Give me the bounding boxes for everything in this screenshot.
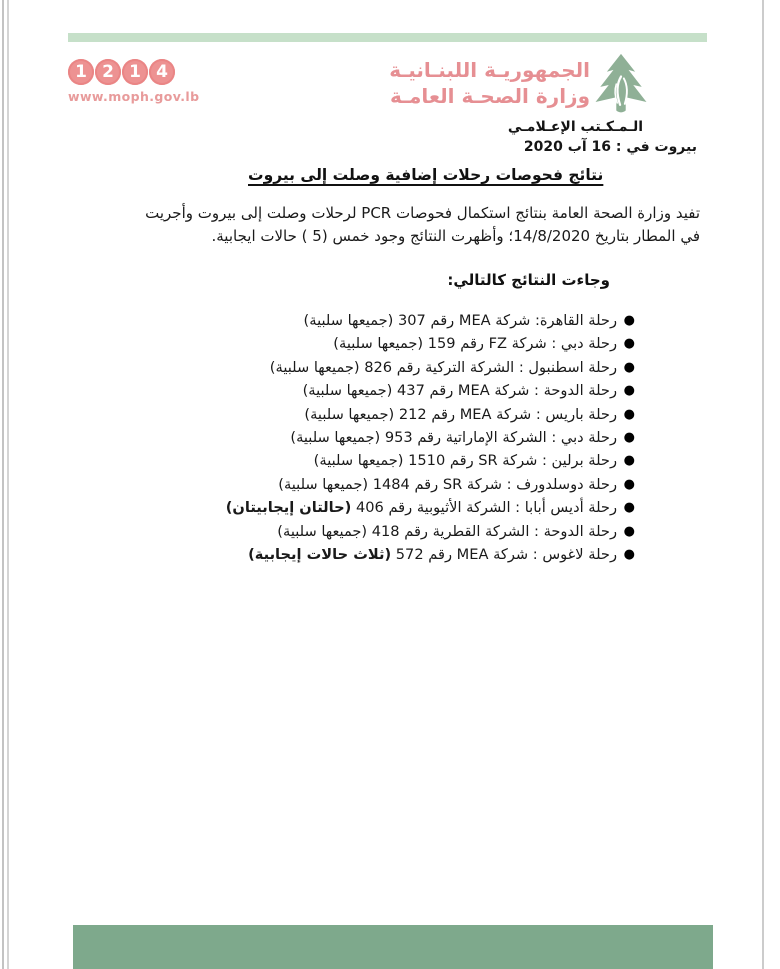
- bullet-icon: ●: [623, 430, 635, 446]
- footer-green-bar: [73, 925, 713, 969]
- flight-result-item: [226, 332, 635, 355]
- letterhead-ministry-line: وزارة الصحـة العامـة: [389, 84, 590, 108]
- flight-result-text: رحلة دبي : شركة FZ رقم 159 (جميعها سلبية): [333, 335, 617, 353]
- flight-result-highlight: (ثلاث حالات إيجابية): [248, 546, 392, 564]
- header-green-bar: [68, 33, 707, 42]
- scan-edge-left-outer: [2, 0, 4, 969]
- letterhead-ministry-name: [389, 57, 590, 109]
- flight-result-item: [226, 309, 635, 332]
- flight-result-item: [226, 496, 635, 519]
- flight-result-item: [226, 520, 635, 543]
- flight-result-highlight: (حالتان إيجابيتان): [225, 499, 352, 517]
- bullet-icon: ●: [623, 313, 635, 328]
- hotline-digit-bubble: 1: [122, 59, 148, 85]
- flight-result-text: رحلة لاغوس : شركة MEA رقم 572: [391, 546, 617, 564]
- scan-edge-left-inner: [7, 0, 9, 969]
- bullet-icon: ●: [623, 406, 635, 422]
- bullet-icon: ●: [623, 336, 635, 352]
- flight-result-item: [226, 379, 635, 402]
- intro-line-2: في المطار بتاريخ 14/8/2020؛ وأظهرت النتائج وجود خمس (5 ) حالات ايجابية.: [211, 227, 700, 245]
- hotline-1214-digits: [68, 59, 188, 85]
- flight-result-text: رحلة الدوحة : الشركة القطرية رقم 418 (جميعها سلبية): [277, 522, 617, 540]
- bullet-icon: ●: [623, 453, 635, 469]
- media-office-label: الـمـكـتب الإعـلامـي: [507, 119, 643, 135]
- results-heading: وجاءت النتائج كالتالي:: [447, 271, 610, 289]
- flights-results-list: [226, 309, 635, 566]
- letterhead-republic-line: الجمهوريـة اللبنـانيـة: [389, 58, 590, 82]
- flight-result-text: رحلة دبي : الشركة الإماراتية رقم 953 (جميعها سلبية): [290, 429, 617, 447]
- flight-result-text: رحلة برلين : شركة SR رقم 1510 (جميعها سلبية): [313, 452, 617, 470]
- dateline: بيروت في : 16 آب 2020: [523, 139, 697, 155]
- bullet-icon: ●: [623, 547, 635, 563]
- flight-result-item: [226, 449, 635, 472]
- intro-paragraph: [75, 202, 700, 248]
- flight-result-item: [226, 473, 635, 496]
- flight-result-text: رحلة اسطنبول : الشركة التركية رقم 826 (جميعها سلبية): [269, 358, 617, 376]
- hotline-digit-bubble: 4: [149, 59, 175, 85]
- document-title: نتائج فحوصات رحلات إضافية وصلت إلى بيروت: [248, 166, 604, 184]
- hotline-digit-bubble: 2: [95, 59, 121, 85]
- flight-result-item: [226, 403, 635, 426]
- flight-result-text: رحلة دوسلدورف : شركة SR رقم 1484 (جميعها سلبية): [278, 475, 617, 493]
- flight-result-text: رحلة الدوحة : شركة MEA رقم 437 (جميعها سلبية): [302, 382, 617, 400]
- moph-website-text: www.moph.gov.lb: [68, 89, 200, 104]
- bullet-icon: ●: [623, 359, 635, 375]
- flight-result-item: [226, 426, 635, 449]
- bullet-icon: ●: [623, 383, 635, 399]
- flight-result-text: رحلة القاهرة: شركة MEA رقم 307 (جميعها سلبية): [303, 312, 617, 329]
- moph-hotline-logo: [68, 59, 200, 104]
- bullet-icon: ●: [623, 523, 635, 539]
- flight-result-text: رحلة باريس : شركة MEA رقم 212 (جميعها سلبية): [304, 405, 617, 423]
- cedar-tree-icon: [592, 52, 650, 118]
- flight-result-item: [226, 356, 635, 379]
- scan-edge-right: [762, 0, 764, 969]
- intro-line-1: تفيد وزارة الصحة العامة بنتائج استكمال فحوصات PCR لرحلات وصلت إلى بيروت وأجريت: [145, 204, 700, 222]
- hotline-digit-bubble: 1: [68, 59, 94, 85]
- bullet-icon: ●: [623, 476, 635, 492]
- bullet-icon: ●: [623, 500, 635, 516]
- flight-result-text: رحلة أديس أبابا : الشركة الأثيوبية رقم 406: [351, 499, 617, 517]
- flight-result-item: [226, 543, 635, 566]
